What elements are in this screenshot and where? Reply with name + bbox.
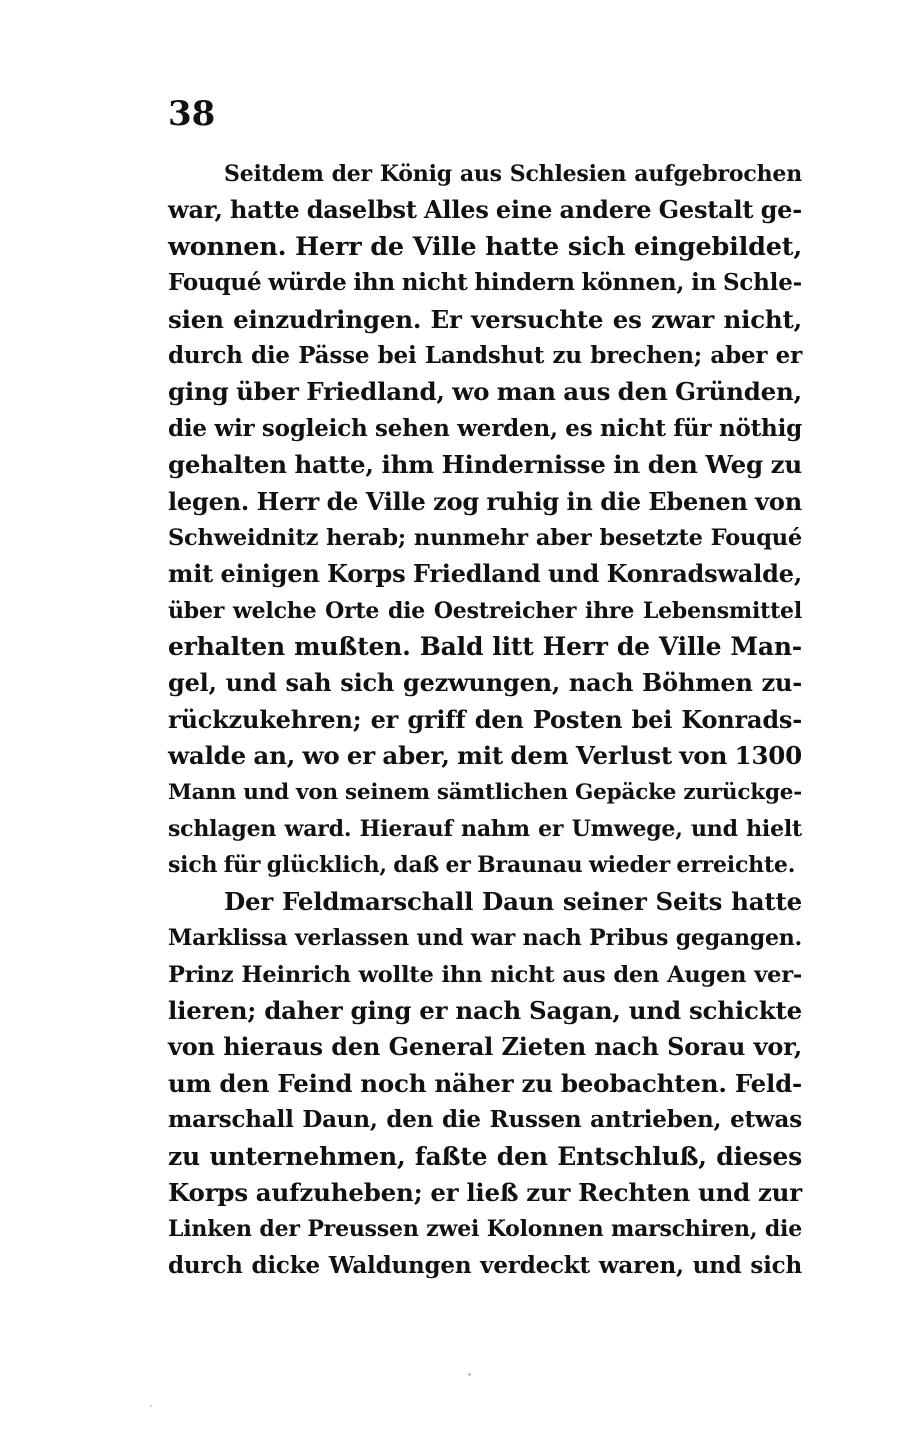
text-line: war, hatte daselbst Alles eine andere Gestalt ge- — [168, 195, 802, 225]
text-line: sich für glücklich, daß er Braunau wieder erreichte. — [168, 852, 796, 879]
paper-speck — [150, 1405, 152, 1407]
text-line: über welche Orte die Oestreicher ihre Lebensmittel — [168, 597, 802, 624]
text-line: Fouqué würde ihn nicht hindern können, in Schle- — [168, 269, 802, 297]
text-line: zu unternehmen, faßte den Entschluß, dieses — [168, 1141, 802, 1171]
paper-speck — [468, 1373, 471, 1376]
text-line: gel, und sah sich gezwungen, nach Böhmen zu- — [168, 668, 802, 698]
text-line: legen. Herr de Ville zog ruhig in die Ebenen von — [168, 486, 802, 516]
text-line: Schweidnitz herab; nunmehr aber besetzte Fouqué — [168, 524, 802, 551]
text-line: walde an, wo er aber, mit dem Verlust von 1300 — [168, 741, 802, 771]
text-line: mit einigen Korps Friedland und Konradswalde, — [168, 559, 802, 589]
text-line: wonnen. Herr de Ville hatte sich eingebildet, — [168, 231, 802, 262]
text-line: schlagen ward. Hierauf nahm er Umwege, und hielt — [168, 816, 802, 843]
text-line: Mann und von seinem sämtlichen Gepäcke zurückge- — [168, 779, 802, 805]
text-line: sien einzudringen. Er versuchte es zwar nicht, — [168, 304, 802, 334]
text-line: Linken der Preussen zwei Kolonnen marschiren, die — [168, 1216, 802, 1243]
text-line: Prinz Heinrich wollte ihn nicht aus den Augen ver- — [168, 961, 802, 988]
text-line: durch die Pässe bei Landshut zu brechen; aber er — [168, 341, 802, 369]
text-line: durch dicke Waldungen verdeckt waren, und sich — [168, 1251, 802, 1279]
text-line: lieren; daher ging er nach Sagan, und schickte — [168, 995, 802, 1025]
text-line: marschall Daun, den die Russen antrieben, etwas — [168, 1106, 802, 1134]
text-line: Marklissa verlassen und war nach Pribus gegangen. — [168, 925, 802, 952]
text-line: Korps aufzuheben; er ließ zur Rechten und zur — [168, 1177, 802, 1207]
text-line: von hieraus den General Zieten nach Sorau vor, — [168, 1032, 802, 1062]
page-number: 38 — [168, 94, 216, 134]
text-line: erhalten mußten. Bald litt Herr de Ville Man- — [168, 632, 802, 662]
text-line: gehalten hatte, ihm Hindernisse in den Weg zu — [168, 450, 802, 480]
text-line: um den Feind noch näher zu beobachten. Feld- — [168, 1068, 802, 1098]
body-text — [168, 156, 802, 1284]
text-line: Seitdem der König aus Schlesien aufgebrochen — [224, 161, 802, 187]
text-line: rückzukehren; er griff den Posten bei Konrads- — [168, 704, 802, 734]
text-line: die wir sogleich sehen werden, es nicht für nöthig — [168, 414, 802, 442]
text-line: ging über Friedland, wo man aus den Gründen, — [168, 377, 802, 407]
text-line: Der Feldmarschall Daun seiner Seits hatte — [224, 886, 802, 916]
